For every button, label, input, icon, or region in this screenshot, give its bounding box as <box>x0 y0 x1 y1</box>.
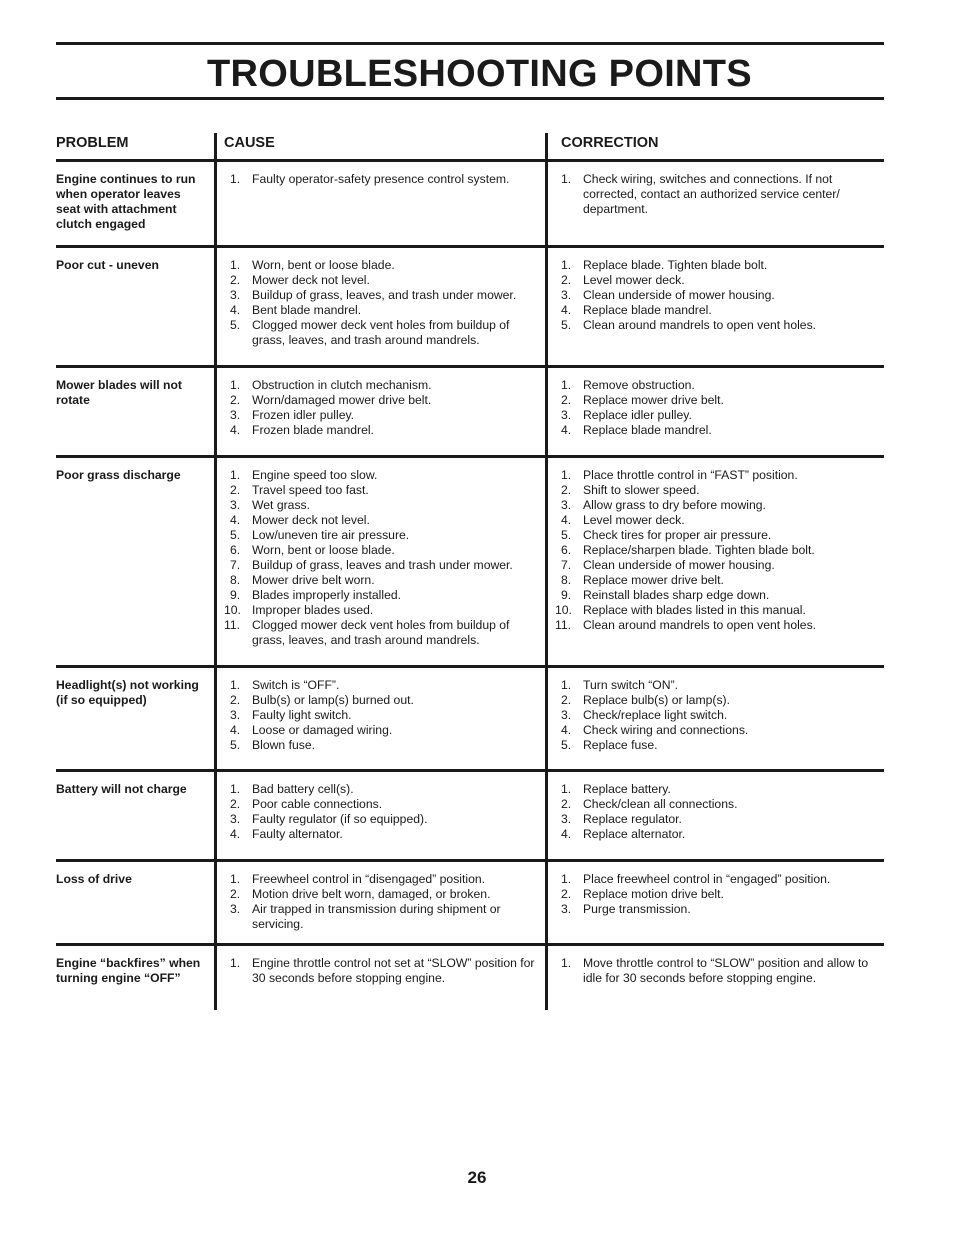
troubleshooting-table <box>56 133 884 1010</box>
item-text: Shift to slower speed. <box>583 483 700 497</box>
item-text: Replace alternator. <box>583 827 686 841</box>
correction-item <box>550 738 880 753</box>
item-number: 10. <box>224 603 241 617</box>
cause-list <box>219 258 539 348</box>
item-number: 2. <box>230 887 241 901</box>
item-text: Engine speed too slow. <box>252 468 378 482</box>
cause-item <box>219 573 539 588</box>
item-text: Level mower deck. <box>583 513 685 527</box>
item-text: Low/uneven tire air pressure. <box>252 528 410 542</box>
column-divider <box>545 133 548 159</box>
item-number: 3. <box>561 812 572 826</box>
correction-item <box>550 723 880 738</box>
cause-item <box>219 797 539 812</box>
item-text: Faulty alternator. <box>252 827 343 841</box>
cause-list <box>219 468 539 648</box>
cause-item <box>219 887 539 902</box>
table-row <box>56 943 884 1010</box>
header-correction: CORRECTION <box>561 135 659 151</box>
cause-item <box>219 172 539 187</box>
item-text: Check wiring, switches and connections. If not corrected, contact an authorized service center/ department. <box>583 172 840 216</box>
item-number: 11. <box>555 618 572 632</box>
cause-item <box>219 468 539 483</box>
item-text: Remove obstruction. <box>583 378 695 392</box>
cause-item <box>219 288 539 303</box>
cause-item <box>219 678 539 693</box>
cause-list <box>219 378 539 438</box>
item-text: Travel speed too fast. <box>252 483 369 497</box>
cause-item <box>219 603 539 618</box>
cause-list <box>219 782 539 842</box>
item-text: Level mower deck. <box>583 273 685 287</box>
problem-text: Loss of drive <box>56 872 132 886</box>
cause-list <box>219 956 539 986</box>
page-number: 26 <box>467 1168 487 1187</box>
cause-item <box>219 318 539 348</box>
item-number: 2. <box>230 483 241 497</box>
item-number: 4. <box>561 303 572 317</box>
item-number: 2. <box>230 393 241 407</box>
item-text: Replace bulb(s) or lamp(s). <box>583 693 730 707</box>
table-row <box>56 455 884 665</box>
item-number: 9. <box>230 588 241 602</box>
item-number: 4. <box>230 513 241 527</box>
item-number: 1. <box>230 378 241 392</box>
correction-item <box>550 887 880 902</box>
item-number: 4. <box>561 723 572 737</box>
item-number: 1. <box>561 468 572 482</box>
item-text: Bent blade mandrel. <box>252 303 362 317</box>
item-number: 2. <box>561 483 572 497</box>
correction-item <box>550 678 880 693</box>
item-number: 3. <box>230 708 241 722</box>
item-text: Air trapped in transmission during shipment or servicing. <box>252 902 501 931</box>
item-text: Worn, bent or loose blade. <box>252 543 395 557</box>
item-text: Mower deck not level. <box>252 513 370 527</box>
correction-item <box>550 797 880 812</box>
cause-item <box>219 618 539 648</box>
cause-item <box>219 483 539 498</box>
cause-item <box>219 273 539 288</box>
cause-item <box>219 543 539 558</box>
item-text: Motion drive belt worn, damaged, or broken. <box>252 887 491 901</box>
problem-text: Engine “backfires” when turning engine “OFF” <box>56 956 201 985</box>
item-text: Check tires for proper air pressure. <box>583 528 772 542</box>
correction-item <box>550 812 880 827</box>
page-title: TROUBLESHOOTING POINTS <box>207 53 752 95</box>
item-number: 7. <box>561 558 572 572</box>
cause-item <box>219 693 539 708</box>
item-text: Frozen idler pulley. <box>252 408 355 422</box>
cause-item <box>219 872 539 887</box>
item-text: Clean around mandrels to open vent holes. <box>583 318 817 332</box>
item-text: Mower drive belt worn. <box>252 573 375 587</box>
column-divider <box>545 162 548 245</box>
item-number: 2. <box>561 273 572 287</box>
correction-list <box>550 468 880 633</box>
item-number: 2. <box>561 393 572 407</box>
correction-item <box>550 393 880 408</box>
correction-item <box>550 408 880 423</box>
item-number: 1. <box>561 956 572 970</box>
item-number: 1. <box>561 258 572 272</box>
cause-item <box>219 708 539 723</box>
column-divider <box>545 946 548 1010</box>
item-text: Worn/damaged mower drive belt. <box>252 393 432 407</box>
item-number: 5. <box>230 738 241 752</box>
item-number: 1. <box>230 678 241 692</box>
item-number: 11. <box>224 618 241 632</box>
item-number: 1. <box>561 678 572 692</box>
item-text: Check/replace light switch. <box>583 708 728 722</box>
problem-text: Mower blades will not rotate <box>56 378 182 407</box>
item-text: Buildup of grass, leaves, and trash under mower. <box>252 288 517 302</box>
item-text: Loose or damaged wiring. <box>252 723 393 737</box>
correction-item <box>550 588 880 603</box>
item-number: 8. <box>230 573 241 587</box>
column-divider <box>214 946 217 1010</box>
item-number: 2. <box>561 693 572 707</box>
table-row <box>56 769 884 859</box>
item-text: Replace motion drive belt. <box>583 887 724 901</box>
item-text: Wet grass. <box>252 498 311 512</box>
item-text: Replace fuse. <box>583 738 658 752</box>
item-number: 2. <box>230 797 241 811</box>
column-divider <box>545 368 548 455</box>
item-text: Place throttle control in “FAST” position. <box>583 468 798 482</box>
problem-text: Poor cut - uneven <box>56 258 159 272</box>
header-problem: PROBLEM <box>56 135 129 151</box>
correction-item <box>550 172 880 217</box>
item-number: 2. <box>230 273 241 287</box>
column-divider <box>214 133 217 159</box>
problem-text: Engine continues to run when operator leaves seat with attachment clutch engaged <box>56 172 196 231</box>
item-number: 5. <box>561 318 572 332</box>
item-text: Replace mower drive belt. <box>583 573 724 587</box>
item-text: Replace regulator. <box>583 812 682 826</box>
item-number: 3. <box>230 498 241 512</box>
item-number: 3. <box>561 288 572 302</box>
item-text: Replace blade. Tighten blade bolt. <box>583 258 768 272</box>
cause-list <box>219 872 539 932</box>
correction-item <box>550 782 880 797</box>
column-divider <box>545 668 548 769</box>
item-text: Replace blade mandrel. <box>583 423 712 437</box>
item-number: 1. <box>561 378 572 392</box>
cause-item <box>219 303 539 318</box>
item-text: Move throttle control to “SLOW” position and allow to idle for 30 seconds before stopping engine. <box>583 956 869 985</box>
column-divider <box>214 772 217 859</box>
column-divider <box>545 458 548 665</box>
item-text: Reinstall blades sharp edge down. <box>583 588 770 602</box>
cause-item <box>219 498 539 513</box>
item-number: 1. <box>230 782 241 796</box>
item-number: 4. <box>230 827 241 841</box>
column-divider <box>214 458 217 665</box>
item-text: Blades improperly installed. <box>252 588 402 602</box>
cause-item <box>219 558 539 573</box>
column-divider <box>214 248 217 365</box>
item-text: Poor cable connections. <box>252 797 383 811</box>
item-number: 9. <box>561 588 572 602</box>
correction-item <box>550 573 880 588</box>
item-number: 3. <box>561 498 572 512</box>
cause-list <box>219 172 539 187</box>
correction-item <box>550 513 880 528</box>
correction-list <box>550 872 880 917</box>
item-number: 8. <box>561 573 572 587</box>
cause-list <box>219 678 539 753</box>
item-text: Worn, bent or loose blade. <box>252 258 395 272</box>
cause-item <box>219 902 539 932</box>
table-row <box>56 665 884 769</box>
item-number: 2. <box>561 797 572 811</box>
column-divider <box>214 862 217 943</box>
correction-item <box>550 288 880 303</box>
item-text: Replace with blades listed in this manual. <box>583 603 806 617</box>
item-number: 5. <box>230 318 241 332</box>
item-number: 2. <box>230 693 241 707</box>
item-text: Check wiring and connections. <box>583 723 749 737</box>
item-number: 4. <box>561 827 572 841</box>
cause-item <box>219 827 539 842</box>
cause-item <box>219 423 539 438</box>
item-text: Turn switch “ON”. <box>583 678 679 692</box>
item-text: Replace blade mandrel. <box>583 303 712 317</box>
item-text: Faulty light switch. <box>252 708 352 722</box>
correction-item <box>550 618 880 633</box>
item-text: Clean underside of mower housing. <box>583 288 775 302</box>
item-text: Improper blades used. <box>252 603 374 617</box>
cause-item <box>219 588 539 603</box>
table-row <box>56 245 884 365</box>
item-text: Blown fuse. <box>252 738 316 752</box>
correction-item <box>550 708 880 723</box>
item-number: 3. <box>561 708 572 722</box>
cause-item <box>219 956 539 986</box>
item-text: Purge transmission. <box>583 902 691 916</box>
column-divider <box>545 248 548 365</box>
problem-text: Poor grass discharge <box>56 468 181 482</box>
table-row <box>56 365 884 455</box>
correction-item <box>550 528 880 543</box>
item-text: Replace battery. <box>583 782 671 796</box>
correction-item <box>550 303 880 318</box>
item-number: 1. <box>561 782 572 796</box>
item-number: 10. <box>555 603 572 617</box>
title-rule-bottom <box>56 97 884 100</box>
item-number: 2. <box>561 887 572 901</box>
column-divider <box>214 368 217 455</box>
correction-item <box>550 872 880 887</box>
item-text: Faulty operator-safety presence control system. <box>252 172 510 186</box>
column-divider <box>545 862 548 943</box>
item-text: Obstruction in clutch mechanism. <box>252 378 432 392</box>
item-number: 3. <box>561 902 572 916</box>
item-text: Mower deck not level. <box>252 273 370 287</box>
correction-list <box>550 258 880 333</box>
item-number: 5. <box>230 528 241 542</box>
item-number: 1. <box>561 172 572 186</box>
correction-list <box>550 378 880 438</box>
item-text: Bad battery cell(s). <box>252 782 354 796</box>
correction-item <box>550 827 880 842</box>
item-number: 4. <box>230 723 241 737</box>
header-cause: CAUSE <box>224 135 275 151</box>
column-divider <box>214 668 217 769</box>
item-text: Clean around mandrels to open vent holes. <box>583 618 817 632</box>
item-text: Engine throttle control not set at “SLOW” position for 30 seconds before stopping engine. <box>252 956 535 985</box>
item-number: 1. <box>230 172 241 186</box>
correction-item <box>550 603 880 618</box>
item-text: Frozen blade mandrel. <box>252 423 374 437</box>
correction-list <box>550 678 880 753</box>
item-number: 1. <box>561 872 572 886</box>
cause-item <box>219 812 539 827</box>
item-number: 4. <box>561 423 572 437</box>
correction-list <box>550 172 880 217</box>
item-number: 5. <box>561 738 572 752</box>
cause-item <box>219 408 539 423</box>
correction-item <box>550 902 880 917</box>
correction-item <box>550 423 880 438</box>
item-text: Replace mower drive belt. <box>583 393 724 407</box>
item-text: Clogged mower deck vent holes from buildup of grass, leaves, and trash around mandrels. <box>252 318 510 347</box>
item-number: 1. <box>230 956 241 970</box>
item-text: Replace idler pulley. <box>583 408 692 422</box>
table-body <box>56 159 884 1010</box>
column-divider <box>214 162 217 245</box>
correction-item <box>550 498 880 513</box>
cause-item <box>219 393 539 408</box>
correction-item <box>550 483 880 498</box>
item-text: Clean underside of mower housing. <box>583 558 775 572</box>
item-number: 6. <box>230 543 241 557</box>
correction-item <box>550 693 880 708</box>
item-number: 3. <box>230 812 241 826</box>
item-text: Allow grass to dry before mowing. <box>583 498 766 512</box>
item-number: 1. <box>230 258 241 272</box>
item-text: Buildup of grass, leaves and trash under mower. <box>252 558 513 572</box>
item-number: 3. <box>561 408 572 422</box>
item-text: Check/clean all connections. <box>583 797 738 811</box>
item-number: 7. <box>230 558 241 572</box>
cause-item <box>219 378 539 393</box>
item-number: 1. <box>230 468 241 482</box>
item-number: 6. <box>561 543 572 557</box>
correction-item <box>550 468 880 483</box>
item-number: 4. <box>230 423 241 437</box>
item-text: Place freewheel control in “engaged” position. <box>583 872 831 886</box>
item-number: 1. <box>230 872 241 886</box>
table-row <box>56 859 884 943</box>
item-number: 4. <box>230 303 241 317</box>
correction-list <box>550 956 880 986</box>
item-number: 4. <box>561 513 572 527</box>
cause-item <box>219 723 539 738</box>
item-text: Freewheel control in “disengaged” position. <box>252 872 486 886</box>
correction-item <box>550 558 880 573</box>
correction-item <box>550 318 880 333</box>
title-rule-top <box>56 42 884 45</box>
table-row <box>56 159 884 245</box>
item-number: 5. <box>561 528 572 542</box>
item-number: 3. <box>230 408 241 422</box>
item-number: 3. <box>230 902 241 916</box>
column-divider <box>545 772 548 859</box>
item-text: Faulty regulator (if so equipped). <box>252 812 428 826</box>
correction-item <box>550 378 880 393</box>
problem-text: Battery will not charge <box>56 782 187 796</box>
item-text: Replace/sharpen blade. Tighten blade bolt. <box>583 543 815 557</box>
correction-list <box>550 782 880 842</box>
item-text: Clogged mower deck vent holes from buildup of grass, leaves, and trash around mandrels. <box>252 618 510 647</box>
cause-item <box>219 738 539 753</box>
item-number: 3. <box>230 288 241 302</box>
correction-item <box>550 258 880 273</box>
cause-item <box>219 258 539 273</box>
cause-item <box>219 513 539 528</box>
cause-item <box>219 528 539 543</box>
correction-item <box>550 543 880 558</box>
problem-text: Headlight(s) not working (if so equipped) <box>56 678 199 707</box>
correction-item <box>550 956 880 986</box>
table-header <box>56 133 884 159</box>
cause-item <box>219 782 539 797</box>
correction-item <box>550 273 880 288</box>
item-text: Switch is “OFF”. <box>252 678 340 692</box>
item-text: Bulb(s) or lamp(s) burned out. <box>252 693 414 707</box>
